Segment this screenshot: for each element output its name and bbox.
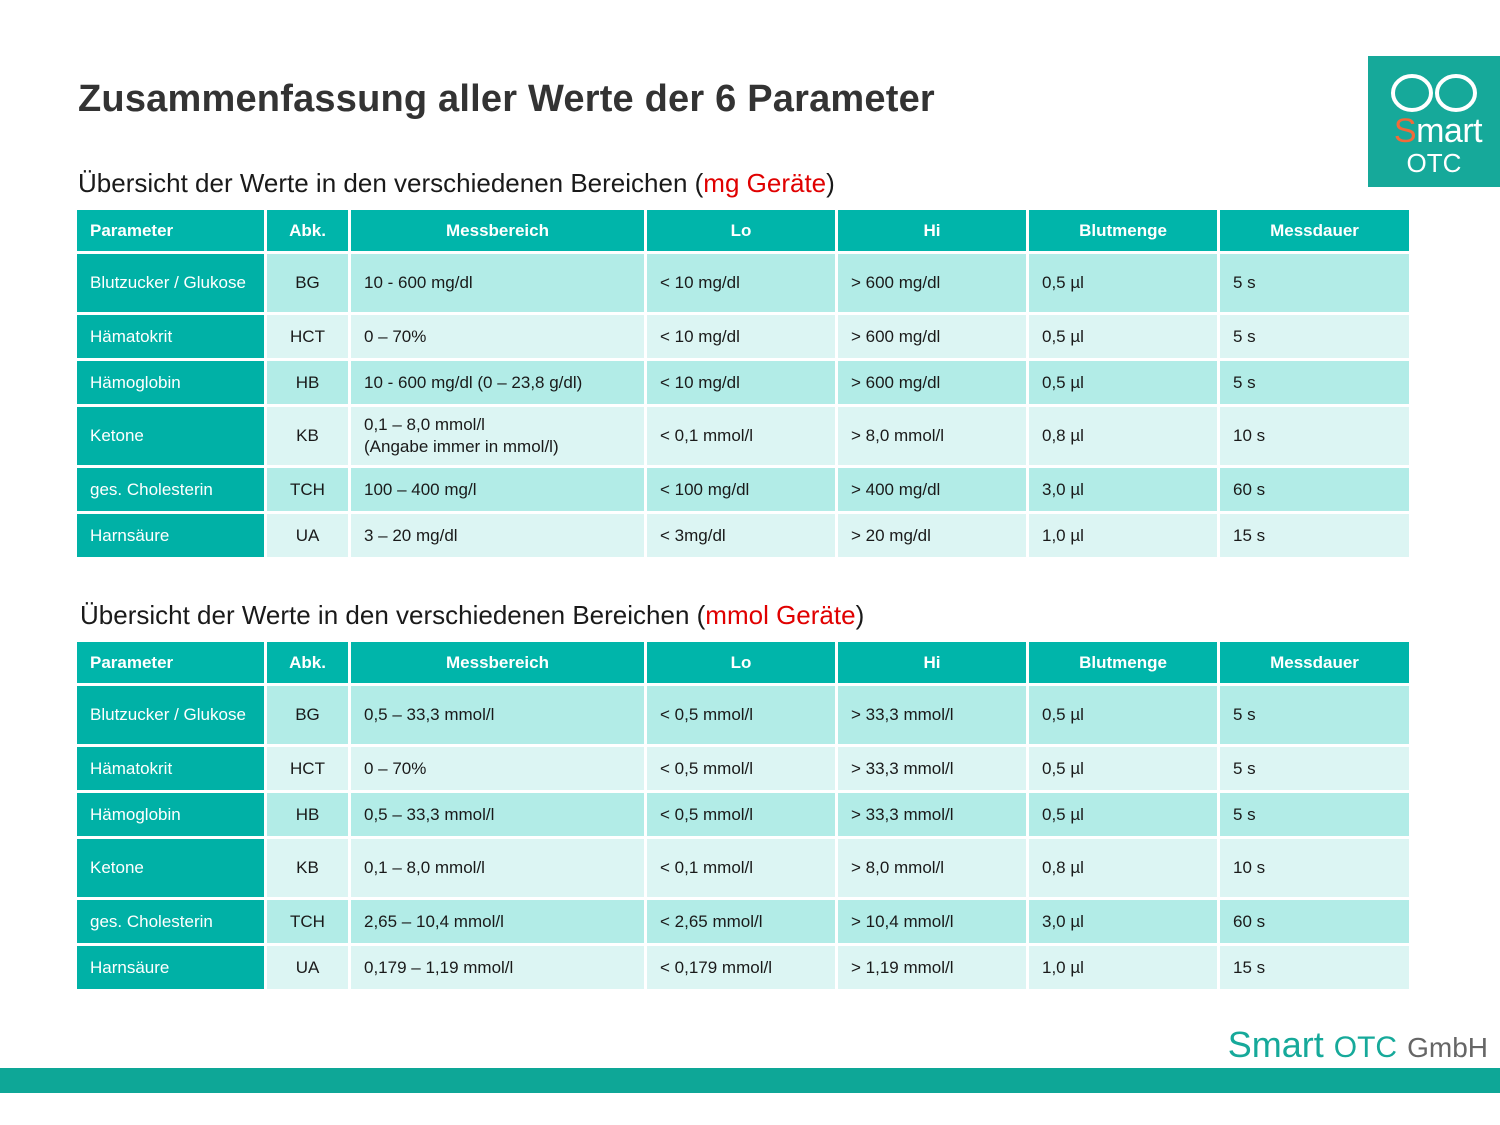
table-cell: 0,1 – 8,0 mmol/l bbox=[351, 839, 644, 897]
table-cell: < 10 mg/dl bbox=[647, 315, 835, 358]
parameter-cell: Harnsäure bbox=[77, 514, 264, 557]
table-cell: 0,5 µl bbox=[1029, 254, 1217, 312]
table-cell: 3,0 µl bbox=[1029, 900, 1217, 943]
column-header: Abk. bbox=[267, 642, 348, 683]
parameter-cell: Hämoglobin bbox=[77, 361, 264, 404]
column-header: Parameter bbox=[77, 210, 264, 251]
table-cell: < 100 mg/dl bbox=[647, 468, 835, 511]
unit-label: mmol Geräte bbox=[705, 600, 856, 630]
footer-bar bbox=[0, 1068, 1500, 1093]
table-cell: > 8,0 mmol/l bbox=[838, 407, 1026, 465]
table-cell: 0,5 µl bbox=[1029, 361, 1217, 404]
table-cell: < 2,65 mmol/l bbox=[647, 900, 835, 943]
table-cell: TCH bbox=[267, 468, 348, 511]
table-cell: 1,0 µl bbox=[1029, 946, 1217, 989]
table-cell: 5 s bbox=[1220, 315, 1409, 358]
smart-otc-logo bbox=[1368, 56, 1500, 187]
table-row bbox=[77, 514, 1409, 557]
table-cell: TCH bbox=[267, 900, 348, 943]
table-cell: 5 s bbox=[1220, 686, 1409, 744]
column-header: Parameter bbox=[77, 642, 264, 683]
table-cell: < 10 mg/dl bbox=[647, 361, 835, 404]
table-cell: 0,5 – 33,3 mmol/l bbox=[351, 793, 644, 836]
column-header: Lo bbox=[647, 642, 835, 683]
table-cell: KB bbox=[267, 407, 348, 465]
table-row bbox=[77, 686, 1409, 744]
parameter-cell: Hämoglobin bbox=[77, 793, 264, 836]
table-cell: > 600 mg/dl bbox=[838, 315, 1026, 358]
table-cell: > 1,19 mmol/l bbox=[838, 946, 1026, 989]
column-header: Blutmenge bbox=[1029, 642, 1217, 683]
column-header: Messbereich bbox=[351, 642, 644, 683]
table-cell: < 0,179 mmol/l bbox=[647, 946, 835, 989]
table-cell: > 20 mg/dl bbox=[838, 514, 1026, 557]
table-cell: > 8,0 mmol/l bbox=[838, 839, 1026, 897]
table-cell: 1,0 µl bbox=[1029, 514, 1217, 557]
table-cell: 5 s bbox=[1220, 254, 1409, 312]
table-cell: 0,8 µl bbox=[1029, 407, 1217, 465]
table-cell: 0,5 µl bbox=[1029, 793, 1217, 836]
table-cell: > 33,3 mmol/l bbox=[838, 686, 1026, 744]
table-cell: 60 s bbox=[1220, 468, 1409, 511]
column-header: Hi bbox=[838, 210, 1026, 251]
table-cell: 0 – 70% bbox=[351, 747, 644, 790]
table-header-row bbox=[77, 210, 1409, 251]
table-cell: > 600 mg/dl bbox=[838, 361, 1026, 404]
table-cell: > 400 mg/dl bbox=[838, 468, 1026, 511]
parameter-cell: Blutzucker / Glukose bbox=[77, 254, 264, 312]
table-cell: 3,0 µl bbox=[1029, 468, 1217, 511]
table-cell: 0,5 – 33,3 mmol/l bbox=[351, 686, 644, 744]
table-cell: 0,5 µl bbox=[1029, 686, 1217, 744]
table-cell: < 10 mg/dl bbox=[647, 254, 835, 312]
section-mmol-subtitle: Übersicht der Werte in den verschiedenen Bereichen (mmol Geräte) bbox=[80, 600, 865, 630]
table-cell: 5 s bbox=[1220, 793, 1409, 836]
table-row bbox=[77, 407, 1409, 465]
table-cell: > 10,4 mmol/l bbox=[838, 900, 1026, 943]
infinity-icon bbox=[1390, 72, 1478, 114]
table-cell: 5 s bbox=[1220, 361, 1409, 404]
column-header: Lo bbox=[647, 210, 835, 251]
table-cell: 10 - 600 mg/dl bbox=[351, 254, 644, 312]
table-row bbox=[77, 793, 1409, 836]
column-header: Messbereich bbox=[351, 210, 644, 251]
table-row bbox=[77, 946, 1409, 989]
table-cell: 2,65 – 10,4 mmol/l bbox=[351, 900, 644, 943]
parameter-cell: Ketone bbox=[77, 407, 264, 465]
logo-otc-text: OTC bbox=[1406, 148, 1462, 178]
table-cell: 0,5 µl bbox=[1029, 315, 1217, 358]
column-header: Abk. bbox=[267, 210, 348, 251]
page-title: Zusammenfassung aller Werte der 6 Parameter bbox=[78, 78, 935, 120]
table-cell: 0,1 – 8,0 mmol/l (Angabe immer in mmol/l) bbox=[351, 407, 644, 465]
unit-label: mg Geräte bbox=[703, 168, 827, 198]
table-cell: 100 – 400 mg/l bbox=[351, 468, 644, 511]
table-row bbox=[77, 839, 1409, 897]
table-cell: HCT bbox=[267, 315, 348, 358]
table-row bbox=[77, 468, 1409, 511]
table-row bbox=[77, 747, 1409, 790]
table-cell: HB bbox=[267, 361, 348, 404]
table-cell: < 0,1 mmol/l bbox=[647, 839, 835, 897]
table-cell: UA bbox=[267, 514, 348, 557]
table-header-row bbox=[77, 642, 1409, 683]
column-header: Blutmenge bbox=[1029, 210, 1217, 251]
table-cell: 0,8 µl bbox=[1029, 839, 1217, 897]
table-cell: < 0,5 mmol/l bbox=[647, 747, 835, 790]
table-cell: KB bbox=[267, 839, 348, 897]
table-cell: 60 s bbox=[1220, 900, 1409, 943]
table-cell: HB bbox=[267, 793, 348, 836]
table-cell: 15 s bbox=[1220, 514, 1409, 557]
table-cell: BG bbox=[267, 686, 348, 744]
table-cell: 10 s bbox=[1220, 407, 1409, 465]
column-header: Messdauer bbox=[1220, 210, 1409, 251]
table-cell: HCT bbox=[267, 747, 348, 790]
section-mg-subtitle: Übersicht der Werte in den verschiedenen Bereichen (mg Geräte) bbox=[78, 168, 835, 198]
table-cell: < 0,5 mmol/l bbox=[647, 686, 835, 744]
column-header: Messdauer bbox=[1220, 642, 1409, 683]
table-mmol bbox=[74, 639, 1412, 992]
table-row bbox=[77, 900, 1409, 943]
footer-brand: Smart OTC GmbH bbox=[1227, 1024, 1488, 1065]
table-cell: > 33,3 mmol/l bbox=[838, 747, 1026, 790]
table-cell: > 33,3 mmol/l bbox=[838, 793, 1026, 836]
parameter-cell: Ketone bbox=[77, 839, 264, 897]
table-cell: 15 s bbox=[1220, 946, 1409, 989]
table-cell: > 600 mg/dl bbox=[838, 254, 1026, 312]
table-row bbox=[77, 361, 1409, 404]
logo-smart-text: Smart bbox=[1393, 112, 1483, 150]
column-header: Hi bbox=[838, 642, 1026, 683]
parameter-cell: Blutzucker / Glukose bbox=[77, 686, 264, 744]
parameter-cell: Harnsäure bbox=[77, 946, 264, 989]
table-cell: 0 – 70% bbox=[351, 315, 644, 358]
table-row bbox=[77, 254, 1409, 312]
table-cell: BG bbox=[267, 254, 348, 312]
table-cell: < 3mg/dl bbox=[647, 514, 835, 557]
table-cell: 10 s bbox=[1220, 839, 1409, 897]
table-row bbox=[77, 315, 1409, 358]
table-cell: < 0,1 mmol/l bbox=[647, 407, 835, 465]
table-cell: 0,5 µl bbox=[1029, 747, 1217, 790]
parameter-cell: Hämatokrit bbox=[77, 315, 264, 358]
table-cell: 5 s bbox=[1220, 747, 1409, 790]
parameter-cell: ges. Cholesterin bbox=[77, 900, 264, 943]
table-cell: 10 - 600 mg/dl (0 – 23,8 g/dl) bbox=[351, 361, 644, 404]
table-mg bbox=[74, 207, 1412, 560]
parameter-cell: Hämatokrit bbox=[77, 747, 264, 790]
parameter-cell: ges. Cholesterin bbox=[77, 468, 264, 511]
table-cell: < 0,5 mmol/l bbox=[647, 793, 835, 836]
table-cell: UA bbox=[267, 946, 348, 989]
table-cell: 3 – 20 mg/dl bbox=[351, 514, 644, 557]
table-cell: 0,179 – 1,19 mmol/l bbox=[351, 946, 644, 989]
